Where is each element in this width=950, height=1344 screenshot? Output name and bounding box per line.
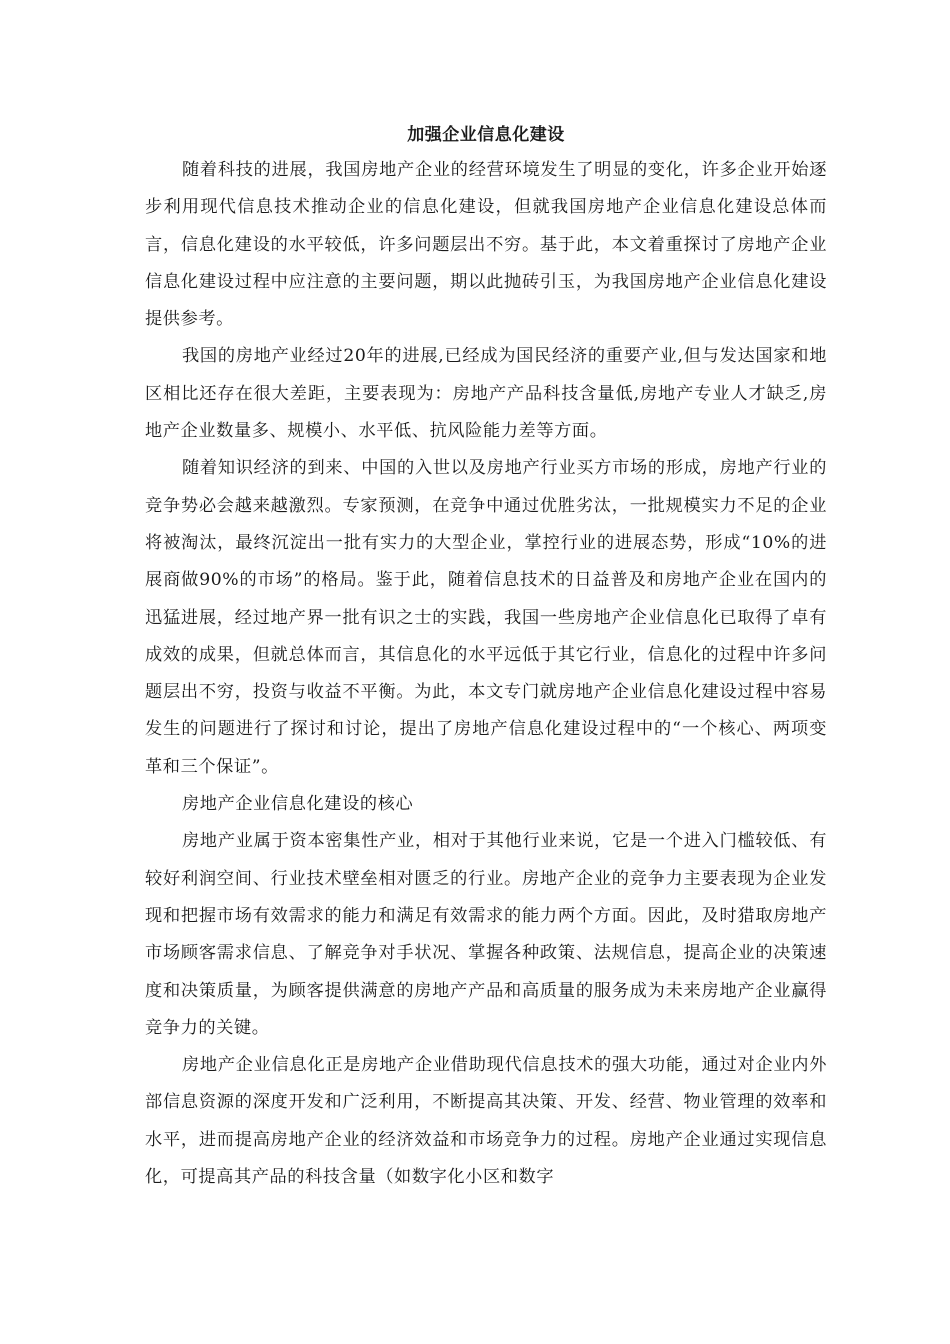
document-title: 加强企业信息化建设 xyxy=(407,125,565,145)
paragraph-core-competitiveness: 房地产业属于资本密集性产业，相对于其他行业来说，它是一个进入门槛较低、有较好利润空间、行业技术壁垒相对匮乏的行业。房地产企业的竞争力主要表现为企业发现和把握市场有效需求的能力和满足有效需求的能力两个方面。因此，及时猎取房地产市场顾客需求信息、了解竞争对手状况、掌握各种政策、法规信息，提高企业的决策速度和决策质量，为顾客提供满意的房地产产品和高质量的服务成为未来房地产企业赢得竞争力的关键。 xyxy=(145,831,827,1038)
paragraph-industry-status: 我国的房地产业经过20年的进展,已经成为国民经济的重要产业,但与发达国家和地区相比还存在很大差距，主要表现为：房地产产品科技含量低,房地产专业人才缺乏,房地产企业数量多、规模小、水平低、抗风险能力差等方面。 xyxy=(145,346,827,442)
section-heading: 房地产企业信息化建设的核心 xyxy=(182,794,414,815)
paragraph-informatization-definition: 房地产企业信息化正是房地产企业借助现代信息技术的强大功能，通过对企业内外部信息资源的深度开发和广泛利用，不断提高其决策、开发、经营、物业管理的效率和水平，进而提高房地产企业的经济效益和市场竞争力的过程。房地产企业通过实现信息化，可提高其产品的科技含量（如数字化小区和数字 xyxy=(145,1055,827,1188)
paragraph-competition: 随着知识经济的到来、中国的入世以及房地产行业买方市场的形成，房地产行业的竞争势必会越来越激烈。专家预测，在竞争中通过优胜劣汰，一批规模实力不足的企业将被淘汰，最终沉淀出一批有实力的大型企业，掌控行业的进展态势，形成“10%的进展商做90%的市场”的格局。鉴于此，随着信息技术的日益普及和房地产企业在国内的迅猛进展，经过地产界一批有识之士的实践，我国一些房地产企业信息化已取得了卓有成效的成果，但就总体而言，其信息化的水平远低于其它行业，信息化的过程中许多问题层出不穷，投资与收益不平衡。为此，本文专门就房地产企业信息化建设过程中容易发生的问题进行了探讨和讨论，提出了房地产信息化建设过程中的“一个核心、两项变革和三个保证”。 xyxy=(145,458,827,777)
document-body xyxy=(145,118,827,1196)
paragraph-intro: 随着科技的进展，我国房地产企业的经营环境发生了明显的变化，许多企业开始逐步利用现代信息技术推动企业的信息化建设，但就我国房地产企业信息化建设总体而言，信息化建设的水平较低，许多问题层出不穷。基于此，本文着重探讨了房地产企业信息化建设过程中应注意的主要问题，期以此抛砖引玉，为我国房地产企业信息化建设提供参考。 xyxy=(145,160,827,330)
